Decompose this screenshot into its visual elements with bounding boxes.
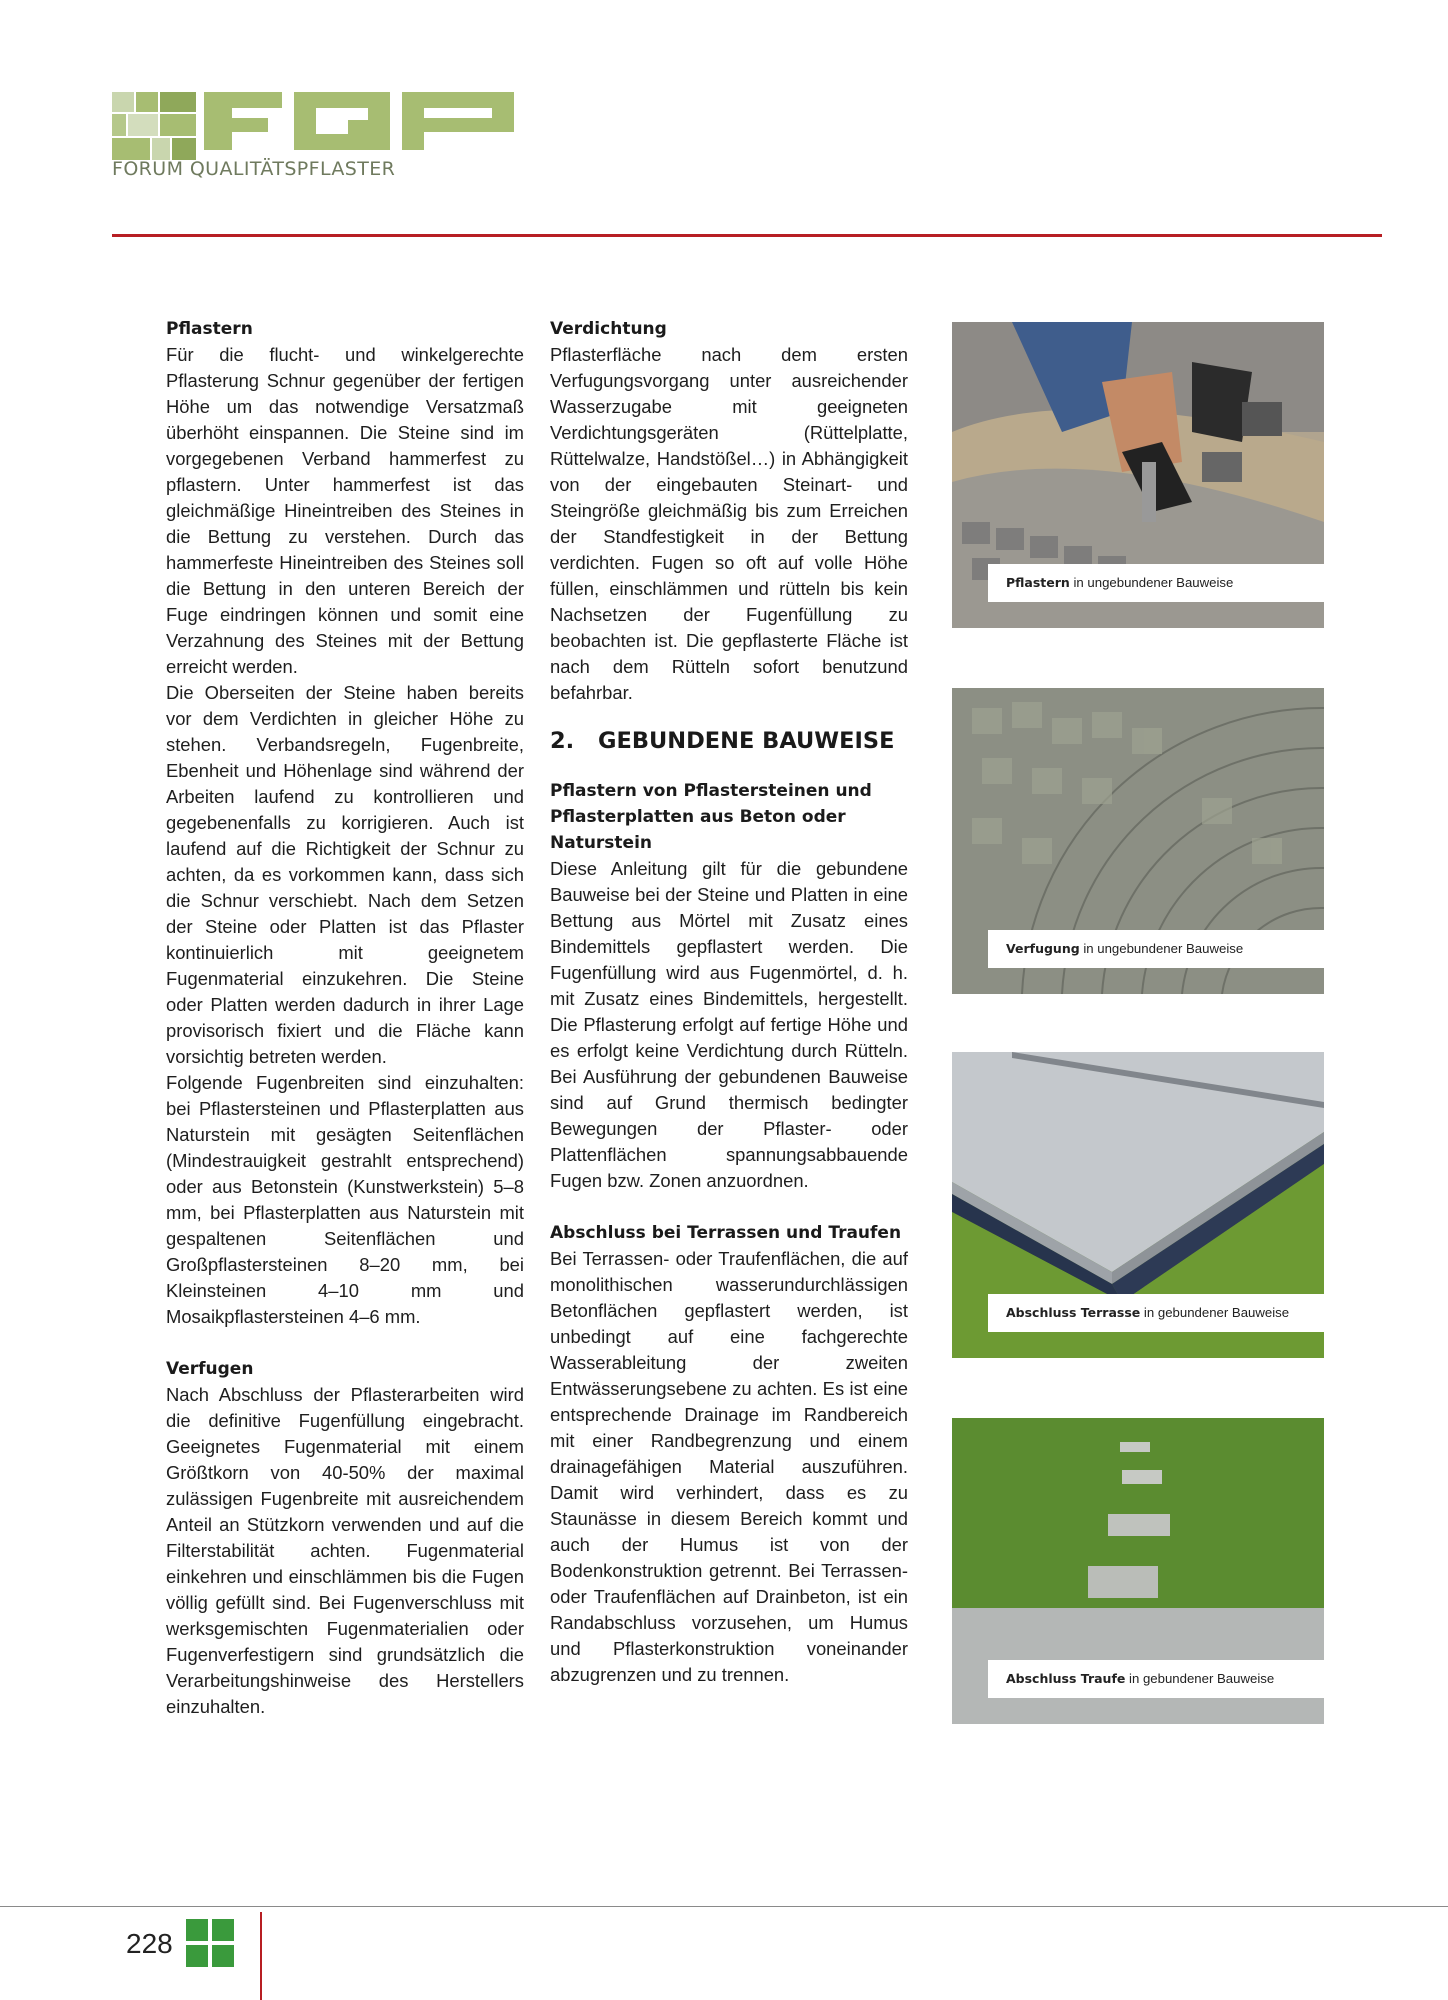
photo-pflastern	[952, 322, 1324, 628]
caption-bold: Verfugung	[1006, 941, 1080, 956]
photo-caption	[988, 564, 1324, 602]
heading-pflastern-gebunden: Pflastern von Pflastersteinen und Pflasterplatten aus Beton oder Naturstein	[550, 781, 872, 853]
paragraph: Für die flucht- und winkelgerechte Pflasterung Schnur gegenüber der fertigen Höhe um das notwendige Versatzmaß überhöht einspannen. Die Steine sind im vorgegebenen Verband hammerfest zu pflastern. Unter hammerfest ist das gleichmäßige Hineintreiben des Steines in die Bettung zu verstehen. Durch das hammerfeste Hineintreiben des Steines soll die Bettung in den unteren Bereich der Fuge eindringen können und somit eine Verzahnung des Steines mit der Bettung erreicht werden.	[166, 344, 524, 677]
photo-caption	[988, 930, 1324, 968]
section-heading	[550, 726, 908, 756]
heading-pflastern: Pflastern	[166, 319, 253, 339]
heading-verdichtung: Verdichtung	[550, 319, 667, 339]
caption-rest: in gebundener Bauweise	[1125, 1671, 1275, 1686]
caption-bold: Abschluss Traufe	[1006, 1671, 1126, 1686]
section-title: GEBUNDENE BAUWEISE	[598, 728, 895, 754]
page-number: 228	[126, 1928, 173, 1959]
photo-verfugung	[952, 688, 1324, 994]
paragraph: Pflasterfläche nach dem ersten Verfugungsvorgang unter ausreichender Wasserzugabe mit geeigneten Verdichtungsgeräten (Rüttelplatte, Rüttelwalze, Handstößel…) in Abhängigkeit von der eingebauten Steinart- und Steingröße gleichmäßig bis zum Erreichen der Standfestigkeit in der Bettung verdichten. Fugen so oft auf volle Höhe füllen, einschlämmen und rütteln bis kein Nachsetzen der Fugenfüllung zu beobachten ist. Die gepflasterte Fläche ist nach dem Rütteln sofort benutzund befahrbar.	[550, 344, 908, 703]
footer-divider	[260, 1912, 262, 2000]
caption-rest: in gebundener Bauweise	[1140, 1305, 1290, 1320]
caption-bold: Abschluss Terrasse	[1006, 1305, 1141, 1320]
footer-rule	[0, 1906, 1448, 1907]
column-left	[166, 316, 524, 1720]
logo-subtitle: FORUM QUALITÄTSPFLASTER	[112, 158, 396, 180]
paragraph: Bei Terrassen- oder Traufenflächen, die auf monolithischen wasserundurchlässigen Betonflächen gepflastert werden, ist unbedingt auf eine fachgerechte Wasserableitung der zweiten Entwässerungsebene zu achten. Es ist eine entsprechende Drainage im Randbereich mit einer Randbegrenzung und einem drainagefähigen Material auszuführen. Damit wird verhindert, dass es zu Staunässe in diesem Bereich kommt und auch der Humus ist von der Bodenkonstruktion getrennt. Bei Terrassen- oder Traufenflächen auf Drainbeton, ist ein Randabschluss vorzusehen, um Humus und Pflasterkonstruktion voneinander abzugrenzen und zu trennen.	[550, 1248, 908, 1685]
header-rule	[112, 234, 1382, 237]
paragraph: Die Oberseiten der Steine haben bereits vor dem Verdichten in gleicher Höhe zu stehen. Verbandsregeln, Fugenbreite, Ebenheit und Höhenlage sind während der Arbeiten laufend zu kontrollieren und gegebenenfalls zu korrigieren. Auch ist laufend auf die Richtigkeit der Schnur zu achten, da es vorkommen kann, dass sich die Schnur verschiebt. Nach dem Setzen der Steine oder Platten ist das Pflaster kontinuierlich mit geeignetem Fugenmaterial einzukehren. Die Steine oder Platten werden dadurch in ihrer Lage provisorisch fixiert und die Fläche kann vorsichtig betreten werden.	[166, 682, 524, 1067]
fqp-logo-graphic	[112, 90, 532, 160]
column-middle	[550, 316, 908, 1688]
caption-rest: in ungebundener Bauweise	[1069, 575, 1234, 590]
caption-rest: in ungebundener Bauweise	[1079, 941, 1244, 956]
page-mark-icon	[186, 1919, 234, 1967]
photo-abschluss-traufe	[952, 1418, 1324, 1724]
photo-caption	[988, 1660, 1324, 1698]
paragraph: Folgende Fugenbreiten sind einzuhalten: bei Pflastersteinen und Pflasterplatten aus Naturstein mit gesägten Seitenflächen (Mindestrauigkeit gestrahlt entsprechend) oder aus Betonstein (Kunstwerkstein) 5–8 mm, bei Pflasterplatten aus Naturstein mit gespaltenen Seitenflächen und Großpflastersteinen 8–20 mm, bei Kleinsteinen 4–10 mm und Mosaikpflastersteinen 4–6 mm.	[166, 1072, 524, 1327]
photo-caption	[988, 1294, 1324, 1332]
paragraph: Diese Anleitung gilt für die gebundene Bauweise bei der Steine und Platten in eine Bettung aus Mörtel mit Zusatz eines Bindemittels gepflastert werden. Die Fugenfüllung wird aus Fugenmörtel, d. h. mit Zusatz eines Bindemittels, hergestellt. Die Pflasterung erfolgt auf fertige Höhe und es erfolgt keine Verdichtung durch Rütteln. Bei Ausführung der gebundenen Bauweise sind auf Grund thermisch bedingter Bewegungen der Pflaster- oder Plattenflächen spannungsabbauende Fugen bzw. Zonen anzuordnen.	[550, 858, 908, 1191]
heading-abschluss: Abschluss bei Terrassen und Traufen	[550, 1223, 902, 1243]
section-number: 2.	[550, 728, 575, 754]
paragraph: Nach Abschluss der Pflasterarbeiten wird die definitive Fugenfüllung eingebracht. Geeignetes Fugenmaterial mit einem Größtkorn von 40-50% der maximal zulässigen Fugenbreite mit ausreichendem Anteil an Stützkorn verwenden und auf die Filterstabilität achten. Fugenmaterial einkehren und einschlämmen bis die Fugen völlig gefüllt sind. Bei Fugenverschluss mit werksgemischten Fugenmaterialien oder Fugenverfestigern sind grundsätzlich die Verarbeitungshinweise des Herstellers einzuhalten.	[166, 1384, 524, 1717]
heading-verfugen: Verfugen	[166, 1359, 254, 1379]
caption-bold: Pflastern	[1006, 575, 1070, 590]
photo-abschluss-terrasse	[952, 1052, 1324, 1358]
